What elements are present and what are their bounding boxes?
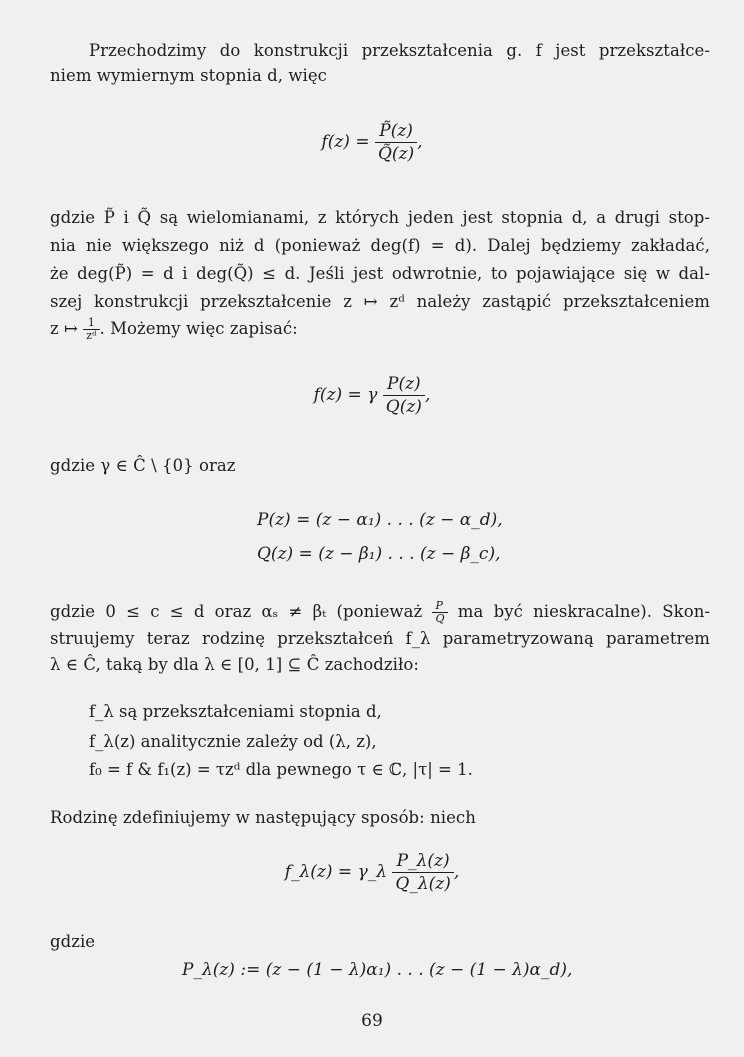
eq-fraction (392, 850, 453, 895)
list-item: f_λ są przekształceniami stopnia d, (89, 702, 382, 721)
paragraph-tail: . Możemy więc zapisać: (99, 319, 298, 338)
inline-numerator: 1 (83, 317, 99, 330)
equation-P-lambda: P_λ(z) := (z − (1 − λ)α₁) . . . (z − (1 − λ)α_d), (182, 960, 573, 980)
equation-f-gamma-ratio (0, 373, 744, 418)
inline-numerator: P (432, 600, 447, 613)
eq-tail: , (417, 132, 423, 152)
eq-denominator: Q̃(z) (378, 144, 415, 164)
inline-fraction (83, 317, 99, 342)
paragraph-line: gdzie γ ∈ Ĉ \ {0} oraz (50, 456, 236, 475)
inline-denominator: Q (435, 612, 445, 625)
eq-fraction (383, 373, 425, 418)
eq-tail: , (453, 862, 460, 882)
page-number: 69 (361, 1011, 383, 1031)
equation-f-ratio-tilde (0, 120, 744, 165)
list-item: f_λ(z) analitycznie zależy od (λ, z), (89, 732, 377, 751)
paragraph-line: struujemy teraz rodzinę przekształceń f_λ parametryzowaną parametrem (50, 629, 710, 648)
equation-f-lambda (0, 850, 744, 895)
eq-tail: , (424, 385, 431, 405)
paragraph-line: gdzie (50, 932, 96, 951)
equation-P-product: P(z) = (z − α₁) . . . (z − α_d), (257, 510, 503, 530)
paragraph-line: λ ∈ Ĉ, taką by dla λ ∈ [0, 1] ⊆ Ĉ zachodziło: (50, 655, 419, 674)
paragraph-line: nia nie większego niż d (ponieważ deg(f) = d). Dalej będziemy zakładać, (50, 236, 710, 255)
inline-fraction (432, 600, 447, 625)
map-arrow-text: z ↦ (50, 319, 78, 338)
paragraph-line: Przechodzimy do konstrukcji przekształcenia g. f jest przekształce- (89, 41, 710, 60)
paragraph-line: Rodzinę zdefiniujemy w następujący sposób: niech (50, 808, 476, 827)
paragraph-line: gdzie P̃ i Q̃ są wielomianami, z których jeden jest stopnia d, a drugi stop- (50, 208, 710, 227)
inline-denominator: zᵈ (86, 329, 97, 342)
equation-Q-product: Q(z) = (z − β₁) . . . (z − β_c), (257, 544, 501, 564)
paragraph-line: że deg(P̃) = d i deg(Q̃) ≤ d. Jeśli jest odwrotnie, to pojawiające się w dal- (50, 264, 710, 283)
eq-denominator: Q(z) (385, 397, 422, 417)
eq-numerator: P̃(z) (375, 120, 417, 143)
eq-lhs: f(z) = (321, 132, 370, 152)
paragraph-line: szej konstrukcji przekształcenie z ↦ zᵈ należy zastąpić przekształceniem (50, 292, 710, 311)
paragraph-text: gdzie 0 ≤ c ≤ d oraz αₛ ≠ βₜ (ponieważ (50, 602, 423, 621)
eq-numerator: P(z) (383, 373, 425, 396)
paragraph-line (50, 317, 710, 342)
eq-fraction (375, 120, 417, 165)
paragraph-line (50, 600, 710, 625)
eq-lhs: f(z) = γ (313, 385, 378, 405)
list-item: f₀ = f & f₁(z) = τzᵈ dla pewnego τ ∈ ℂ, |τ| = 1. (89, 760, 473, 779)
eq-denominator: Q_λ(z) (395, 874, 451, 894)
eq-numerator: P_λ(z) (392, 850, 453, 873)
paragraph-text: ma być nieskracalne). Skon- (457, 602, 710, 621)
paragraph-line: niem wymiernym stopnia d, więc (50, 66, 327, 85)
eq-lhs: f_λ(z) = γ_λ (284, 862, 388, 882)
